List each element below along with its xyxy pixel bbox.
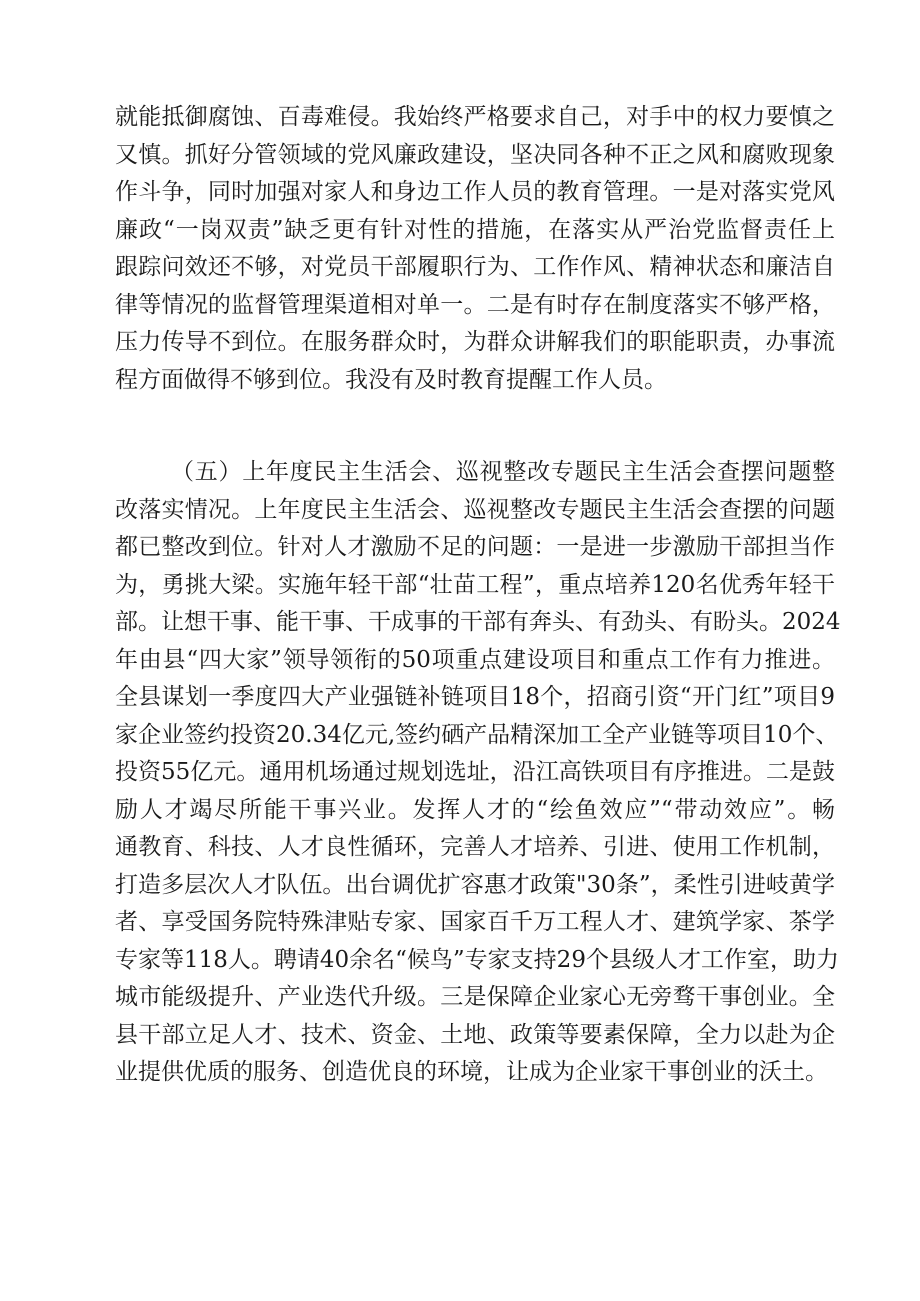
text-line: 通教育、科技、人才良性循环，完善人才培养、引进、使用工作机制， (115, 834, 835, 860)
text-line: 专家等118人。聘请40余名“候鸟”专家支持29个县级人才工作室，助力 (115, 946, 839, 973)
text-line: 业提供优质的服务、创造优良的环境，让成为企业家干事创业的沃土。 (115, 1059, 828, 1085)
text-line: 者、享受国务院特殊津贴专家、国家百千万工程人才、建筑学家、茶学 (115, 909, 835, 935)
text-line: 跟踪问效还不够，对党员干部履职行为、工作作风、精神状态和廉洁自 (115, 254, 835, 280)
text-line: 全县谋划一季度四大产业强链补链项目18个，招商引资“开门红”项目9 (115, 684, 835, 710)
text-line: 为，勇挑大梁。实施年轻干部“壮苗工程”，重点培养120名优秀年轻干 (115, 571, 835, 598)
text-line: 城市能级提升、产业迭代升级。三是保障企业家心无旁骛干事创业。全 (115, 984, 835, 1010)
paragraph-2 (115, 454, 841, 1092)
text-line: 打造多层次人才队伍。出台调优扩容惠才政策"30条”，柔性引进岐黄学 (115, 871, 835, 898)
text-line: 年由县“四大家”领导领衔的50项重点建设项目和重点工作有力推进。 (115, 646, 835, 673)
text-line: 部。让想干事、能干事、干成事的干部有奔头、有劲头、有盼头。2024 (115, 609, 841, 635)
section-heading-line: （五）上年度民主生活会、巡视整改专题民主生活会查摆问题整 (171, 459, 835, 485)
text-line: 就能抵御腐蚀、百毒难侵。我始终严格要求自己，对手中的权力要慎之 (115, 104, 835, 130)
text-line: 程方面做得不够到位。我没有及时教育提醒工作人员。 (115, 366, 667, 393)
text-line: 投资55亿元。通用机场通过规划选址，沿江高铁项目有序推进。二是鼓 (115, 759, 835, 785)
text-line: 廉政“一岗双责”缺乏更有针对性的措施，在落实从严治党监督责任上 (115, 216, 835, 243)
text-line: 作斗争，同时加强对家人和身边工作人员的教育管理。一是对落实党风 (115, 179, 835, 205)
text-line: 县干部立足人才、技术、资金、土地、政策等要素保障，全力以赴为企 (115, 1021, 835, 1048)
text-line: 都已整改到位。针对人才激励不足的问题：一是进一步激励干部担当作 (115, 534, 835, 560)
paragraph-1 (115, 99, 835, 399)
text-line: 压力传导不到位。在服务群众时，为群众讲解我们的职能职责，办事流 (115, 329, 835, 355)
text-line: 励人才竭尽所能干事兴业。发挥人才的“绘鱼效应”“带动效应”。畅 (115, 796, 835, 823)
text-line: 又慎。抓好分管领域的党风廉政建设，坚决同各种不正之风和腐败现象 (115, 141, 835, 168)
text-line: 律等情况的监督管理渠道相对单一。二是有时存在制度落实不够严格， (115, 291, 835, 318)
text-line: 改落实情况。上年度民主生活会、巡视整改专题民主生活会查摆的问题 (115, 496, 835, 523)
text-line: 家企业签约投资20.34亿元,签约硒产品精深加工全产业链等项目10个、 (115, 721, 839, 748)
